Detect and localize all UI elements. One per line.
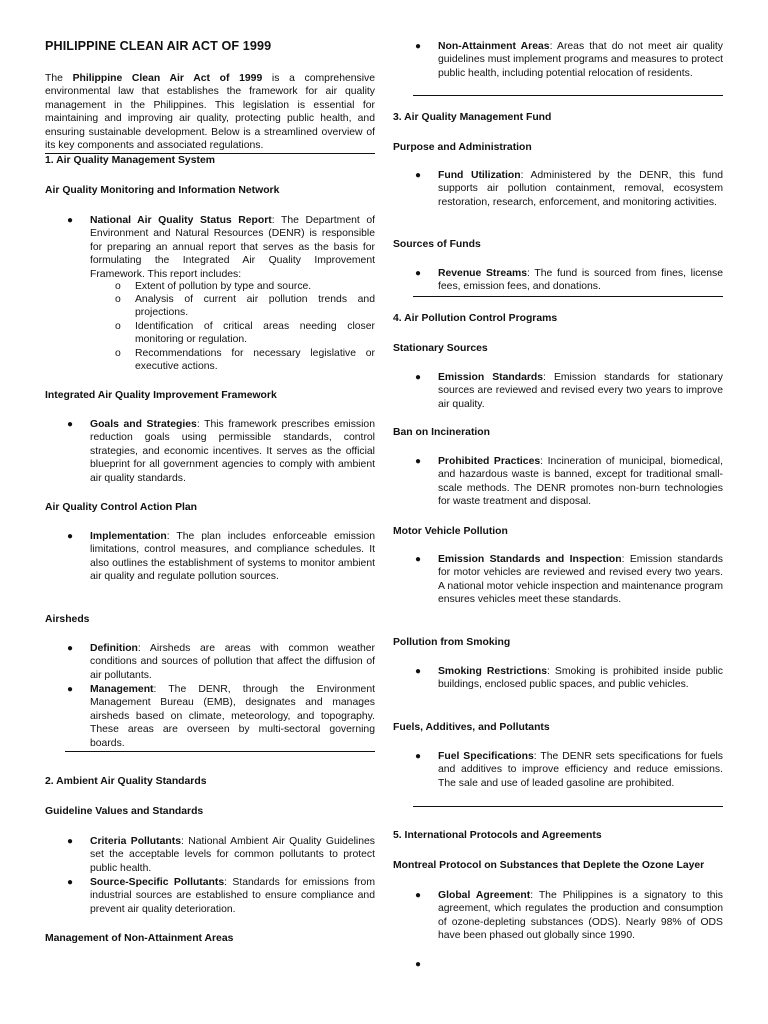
circle-bullet-icon: o	[115, 321, 121, 332]
circle-bullet-icon: o	[115, 281, 121, 292]
bullet-icon: ●	[67, 643, 74, 654]
section-5-heading: 5. International Protocols and Agreements	[393, 830, 602, 841]
document-page: PHILIPPINE CLEAN AIR ACT OF 1999 The Philippine Clean Air Act of 1999 is a comprehensive environmental law that establishes the framework for air quality management in the Philippines. This legislation is essential for maintaining and improving air quality, protecting public health, and ensuring sustainable development. Below is a streamlined overview of its key components and associated regulations. 1. Air Quality Management System Air Quality Monitoring and Information Network ● National Air Quality Status Report: The Department of Environment and Natural Resources (DENR) is responsible for preparing an annual report that serves as the basis for formulating the Integrated Air Quality Improvement Framework. This report includes: o Extent of pollution by type and source. o Analysis of current air pollution trends and projections. o Identification of critical areas needing closer monitoring or regulation. o Recommendations for necessary legislative or executive actions. Integrated Air Quality Improvement Framework ● Goals and Strategies: This framework prescribes emission reduction goals using permissible standards, control strategies, and economic incentives. It serves as the official blueprint for all government agencies to comply with ambient air quality standards. Air Quality Control Action Plan ● Implementation: The plan includes enforceable emission limitations, control measures, and compliance schedules. It also outlines the establishment of systems to monitor ambient air quality and regulate pollution sources. Airsheds ● Definition: Airsheds are areas with common weather conditions and sources of pollution that affect the diffusion of air pollutants. ● Management: The DENR, through the Environment Management Bureau (EMB), designates and manages airsheds based on climate, meteorology, and topography. These areas are overseen by multi-sectoral governing boards. 2. Ambient Air Quality Standards Guideline Values and Standards ● Criteria Pollutants: National Ambient Air Quality Guidelines set the acceptable levels for common pollutants to protect public health. ● Source-Specific Pollutants: Standards for emissions from industrial sources are established to ensure compliance and prevent air quality deterioration. Management of Non-Attainment Areas ● Non-Attainment Areas: Areas that do not meet air quality guidelines must implement programs and measures to protect public health, including potential relocation of residents. 3. Air Quality Management Fund Purpose and Administration ● Fund Utilization: Administered by the DENR, this fund supports air pollution containment, removal, ecosystem restoration, research, enforcement, and monitoring activities. Sources of Funds ● Revenue Streams: The fund is sourced from fines, license fees, emission fees, and donations. 4. Air Pollution Control Programs Stationary Sources ● Emission Standards: Emission standards for stationary sources are reviewed and revised every two years to improve air quality. Ban on Incineration ● Prohibited Practices: Incineration of municipal, biomedical, and hazardous waste is banned, except for traditional small-scale methods. The DENR promotes non-burn technologies for waste treatment and disposal. Motor Vehicle Pollution ● Emission Standards and Inspection: Emission standards for motor vehicles are reviewed and revised every two years. A national motor vehicle inspection and maintenance program ensures vehicles meet these standards. Pollution from Smoking ● Smoking Restrictions: Smoking is prohibited inside public buildings, enclosed public spaces, and public vehicles. Fuels, Additives, and Pollutants ● Fuel Specifications: The DENR sets specifications for fuels and additives to improve efficiency and reduce emissions. The sale and use of leaded gasoline are prohibited. 5. International Protocols and Agreements Montreal Protocol on Substances that Deplete the Ozone Layer ● Global Agreement: The Philippines is a signatory to this agreement, which regulates the production and consumption of ozone-depleting substances (ODS). Nearly 98% of ODS have been phased out globally since 1990. ●	[45, 39, 723, 970]
bullet-icon: ●	[67, 419, 74, 430]
bullet-icon: ●	[415, 41, 422, 52]
smoking-heading: Pollution from Smoking	[393, 637, 511, 648]
non-attainment-heading: Management of Non-Attainment Areas	[45, 933, 234, 944]
sources-heading: Sources of Funds	[393, 239, 481, 250]
bullet-icon: ●	[415, 959, 422, 970]
circle-bullet-icon: o	[115, 348, 121, 359]
incineration-heading: Ban on Incineration	[393, 427, 490, 438]
section-3-heading: 3. Air Quality Management Fund	[393, 112, 552, 123]
section-divider	[413, 95, 723, 96]
intro-paragraph: The Philippine Clean Air Act of 1999 is a comprehensive environmental law that establishes the framework for air quality management in the Philippines. This legislation is essential for maintaining and improving air quality, protecting public health, and ensuring sustainable development. Below is a streamlined overview of its key components and associated regulations.	[45, 73, 376, 152]
bullet-icon: ●	[415, 170, 422, 181]
bullet-icon: ●	[67, 215, 74, 226]
bullet-icon: ●	[415, 372, 422, 383]
bullet-icon: ●	[415, 268, 422, 279]
document-title: PHILIPPINE CLEAN AIR ACT OF 1999	[45, 39, 272, 53]
section-4-heading: 4. Air Pollution Control Programs	[393, 313, 558, 324]
motor-heading: Motor Vehicle Pollution	[393, 526, 508, 537]
purpose-heading: Purpose and Administration	[393, 142, 532, 153]
section-divider	[413, 806, 723, 807]
intro-bold: Philippine Clean Air Act of 1999	[72, 73, 263, 84]
bullet-icon: ●	[67, 877, 74, 888]
bullet-icon: ●	[415, 890, 422, 901]
bullet-icon: ●	[415, 456, 422, 467]
section-divider	[413, 296, 723, 297]
bullet-icon: ●	[67, 684, 74, 695]
bullet-icon: ●	[415, 554, 422, 565]
bullet-icon: ●	[67, 836, 74, 847]
framework-heading: Integrated Air Quality Improvement Framework	[45, 390, 277, 401]
bullet-icon: ●	[415, 666, 422, 677]
bullet-icon: ●	[415, 751, 422, 762]
action-plan-heading: Air Quality Control Action Plan	[45, 502, 198, 513]
section-2-heading: 2. Ambient Air Quality Standards	[45, 776, 207, 787]
section-divider	[65, 751, 375, 752]
bullet-icon: ●	[67, 531, 74, 542]
circle-bullet-icon: o	[115, 294, 121, 305]
monitoring-heading: Air Quality Monitoring and Information Network	[45, 185, 280, 196]
montreal-heading: Montreal Protocol on Substances that Deplete the Ozone Layer	[393, 860, 705, 871]
list-item: ● National Air Quality Status Report: The Department of Environment and Natural Resources (DENR) is responsible for preparing an annual report that serves as the basis for formulating the Integrated Air Quality Improvement Framework. This report includes:	[67, 215, 375, 280]
guideline-heading: Guideline Values and Standards	[45, 806, 204, 817]
airsheds-heading: Airsheds	[45, 614, 90, 625]
stationary-heading: Stationary Sources	[393, 343, 488, 354]
section-1-heading: 1. Air Quality Management System	[45, 155, 215, 166]
fuels-heading: Fuels, Additives, and Pollutants	[393, 722, 550, 733]
